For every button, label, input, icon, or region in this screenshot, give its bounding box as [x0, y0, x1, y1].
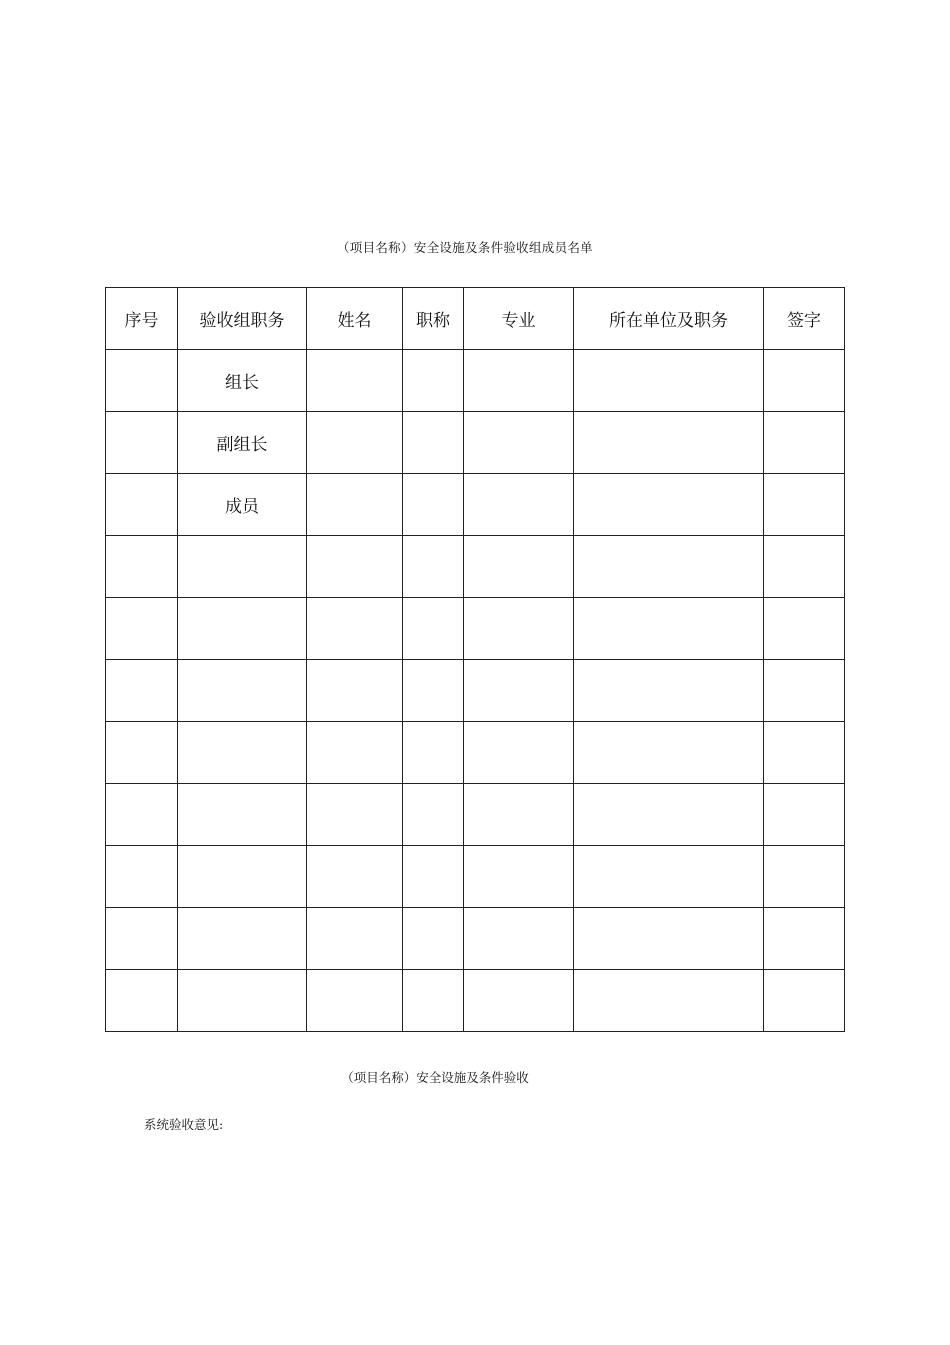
cell-name: [307, 536, 403, 598]
cell-title: [403, 474, 464, 536]
table-row: [106, 660, 845, 722]
cell-name: [307, 722, 403, 784]
header-role: 验收组职务: [178, 288, 307, 350]
document-title: （项目名称）安全设施及条件验收组成员名单: [336, 240, 593, 255]
cell-title: [403, 660, 464, 722]
cell-role: [178, 846, 307, 908]
cell-role: [178, 536, 307, 598]
cell-specialty: [464, 908, 574, 970]
header-specialty: 专业: [464, 288, 574, 350]
cell-index: [106, 660, 178, 722]
cell-index: [106, 722, 178, 784]
cell-role: [178, 784, 307, 846]
cell-signature: [764, 660, 845, 722]
cell-name: [307, 598, 403, 660]
cell-specialty: [464, 598, 574, 660]
table-row: [106, 598, 845, 660]
cell-specialty: [464, 350, 574, 412]
cell-signature: [764, 536, 845, 598]
cell-title: [403, 722, 464, 784]
cell-signature: [764, 846, 845, 908]
cell-title: [403, 784, 464, 846]
cell-signature: [764, 722, 845, 784]
cell-organization: [574, 660, 764, 722]
table-row: [106, 970, 845, 1032]
cell-name: [307, 474, 403, 536]
cell-index: [106, 598, 178, 660]
cell-specialty: [464, 474, 574, 536]
cell-name: [307, 846, 403, 908]
table-row: [106, 412, 845, 474]
table-row: [106, 536, 845, 598]
cell-role: 副组长: [178, 412, 307, 474]
cell-organization: [574, 536, 764, 598]
cell-index: [106, 412, 178, 474]
table-row: [106, 846, 845, 908]
cell-signature: [764, 784, 845, 846]
opinion-label: 系统验收意见:: [144, 1117, 224, 1132]
cell-specialty: [464, 784, 574, 846]
cell-name: [307, 784, 403, 846]
cell-title: [403, 970, 464, 1032]
cell-role: 组长: [178, 350, 307, 412]
cell-name: [307, 412, 403, 474]
table-row: [106, 784, 845, 846]
cell-role: [178, 908, 307, 970]
cell-specialty: [464, 412, 574, 474]
cell-organization: [574, 722, 764, 784]
cell-index: [106, 970, 178, 1032]
cell-organization: [574, 970, 764, 1032]
header-signature: 签字: [764, 288, 845, 350]
cell-name: [307, 908, 403, 970]
cell-role: [178, 598, 307, 660]
cell-title: [403, 598, 464, 660]
cell-title: [403, 536, 464, 598]
cell-index: [106, 846, 178, 908]
cell-organization: [574, 908, 764, 970]
cell-title: [403, 350, 464, 412]
cell-name: [307, 660, 403, 722]
cell-signature: [764, 970, 845, 1032]
cell-specialty: [464, 722, 574, 784]
header-title: 职称: [403, 288, 464, 350]
cell-signature: [764, 908, 845, 970]
cell-index: [106, 350, 178, 412]
cell-title: [403, 846, 464, 908]
cell-specialty: [464, 536, 574, 598]
header-name: 姓名: [307, 288, 403, 350]
table-header-row: [106, 288, 845, 350]
cell-role: [178, 722, 307, 784]
table-row: [106, 350, 845, 412]
table-row: [106, 908, 845, 970]
header-index: 序号: [106, 288, 178, 350]
cell-title: [403, 412, 464, 474]
cell-organization: [574, 474, 764, 536]
cell-index: [106, 536, 178, 598]
cell-organization: [574, 846, 764, 908]
table-row: [106, 474, 845, 536]
header-organization: 所在单位及职务: [574, 288, 764, 350]
cell-signature: [764, 474, 845, 536]
cell-role: [178, 660, 307, 722]
roster-table: [105, 287, 845, 1032]
section-subtitle: （项目名称）安全设施及条件验收: [341, 1070, 529, 1085]
cell-organization: [574, 598, 764, 660]
cell-organization: [574, 412, 764, 474]
cell-specialty: [464, 970, 574, 1032]
cell-specialty: [464, 660, 574, 722]
cell-signature: [764, 412, 845, 474]
cell-title: [403, 908, 464, 970]
cell-name: [307, 350, 403, 412]
cell-signature: [764, 598, 845, 660]
cell-organization: [574, 784, 764, 846]
cell-index: [106, 474, 178, 536]
cell-index: [106, 784, 178, 846]
cell-index: [106, 908, 178, 970]
table-row: [106, 722, 845, 784]
cell-signature: [764, 350, 845, 412]
cell-organization: [574, 350, 764, 412]
cell-role: [178, 970, 307, 1032]
cell-role: 成员: [178, 474, 307, 536]
cell-name: [307, 970, 403, 1032]
cell-specialty: [464, 846, 574, 908]
